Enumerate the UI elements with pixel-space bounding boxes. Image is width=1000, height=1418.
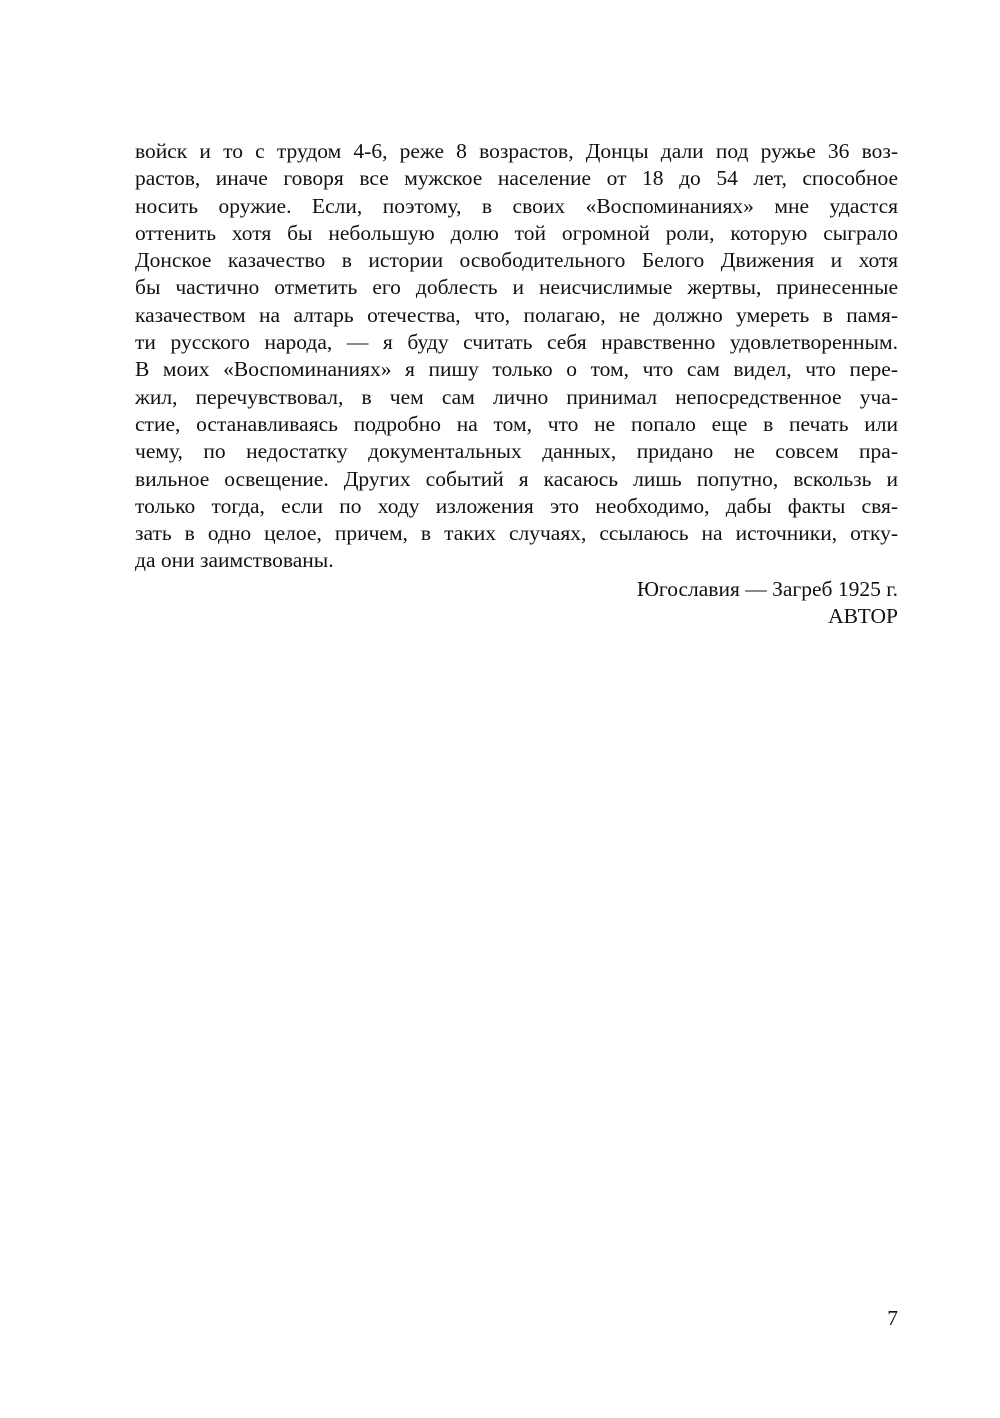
text-line: жил, перечувствовал, в чем сам лично принимал непосредственное уча-	[135, 384, 898, 409]
text-line: бы частично отметить его доблесть и неисчислимые жертвы, принесенные	[135, 275, 898, 300]
text-line: стие, останавливаясь подробно на том, что не попало еще в печать или	[135, 411, 898, 436]
page-number: 7	[887, 1306, 898, 1330]
text-line: оттенить хотя бы небольшую долю той огромной роли, которую сыграло	[135, 220, 898, 245]
text-line: Донское казачество в истории освободительного Белого Движения и хотя	[135, 248, 898, 273]
text-line: растов, иначе говоря все мужское население от 18 до 54 лет, способное	[135, 166, 898, 191]
text-line: войск и то с трудом 4-6, реже 8 возрастов, Донцы дали под ружье 36 воз-	[135, 139, 898, 163]
text-line: чему, по недостатку документальных данных, придано не совсем пра-	[135, 439, 898, 464]
signature-block	[135, 576, 898, 631]
text-line: только тогда, если по ходу изложения это необходимо, дабы факты свя-	[135, 493, 898, 518]
body-text	[135, 138, 898, 575]
text-line: казачеством на алтарь отечества, что, полагаю, не должно умереть в памя-	[135, 302, 898, 327]
place-date: Югославия — Загреб 1925 г.	[636, 577, 898, 601]
author-signature: АВТОР	[828, 604, 898, 629]
text-line: да они заимствованы.	[135, 548, 334, 573]
text-line: зать в одно целое, причем, в таких случаях, ссылаюсь на источники, отку-	[135, 521, 898, 546]
text-line: носить оружие. Если, поэтому, в своих «Воспоминаниях» мне удастся	[135, 193, 898, 218]
text-line: В моих «Воспоминаниях» я пишу только о том, что сам видел, что пере-	[135, 357, 898, 382]
text-line: вильное освещение. Других событий я касаюсь лишь попутно, вскользь и	[135, 466, 898, 491]
text-line: ти русского народа, — я буду считать себя нравственно удовлетворенным.	[135, 330, 898, 355]
